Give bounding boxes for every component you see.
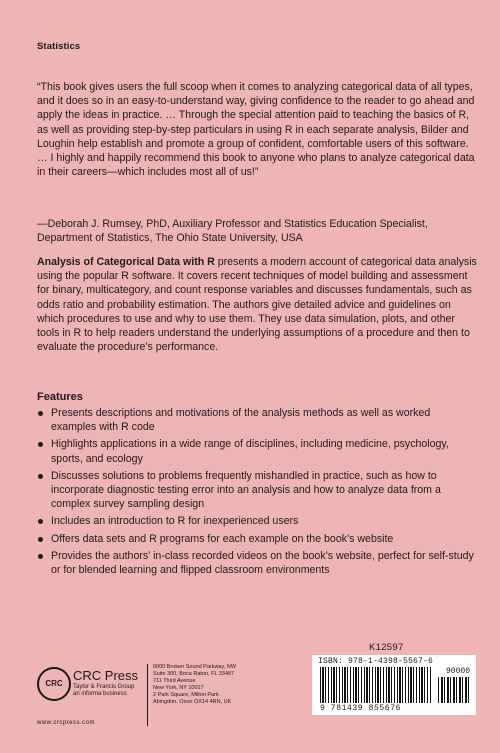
publisher-url: www.crcpress.com xyxy=(37,720,96,726)
publisher-addresses: 6000 Broken Sound Parkway, NW Suite 300, Boca Raton, FL 33487 711 Third Avenue New York, NY 10017 2 Park Square, Milton Park Abingdon, Oxon OX14 4RN, UK xyxy=(153,664,237,705)
description-text: presents a modern account of categorical data analysis using the popular R software. It covers recent techniques of model building and assessment for binary, multicategory, and count response variables and discusses fundamentals, such as odds ratio and probability estimation. The authors give detailed advice and guidelines on which procedures to use and why to use them. They use data simulation, plots, and other tools in R to help readers understand the underlying assumptions of a procedure and then to evaluate the procedure’s performance. xyxy=(37,256,477,354)
barcode-bars xyxy=(320,667,432,703)
bullet-icon xyxy=(38,442,43,447)
publisher-name: CRC Press xyxy=(73,668,139,683)
divider xyxy=(147,664,148,726)
book-title: Analysis of Categorical Data with R xyxy=(37,256,215,268)
endorsement-attribution: —Deborah J. Rumsey, PhD, Auxiliary Professor and Statistics Education Specialist, Department of Statistics, The Ohio State University, USA xyxy=(37,218,428,245)
category-label: Statistics xyxy=(37,41,81,52)
bullet-icon xyxy=(38,519,43,524)
isbn-text: ISBN: 978-1-4398-5567-6 xyxy=(318,657,434,666)
features-list xyxy=(37,406,477,580)
barcode-digits: 9 781439 855676 xyxy=(320,704,402,713)
bullet-icon xyxy=(38,411,43,416)
book-description xyxy=(37,255,477,354)
feature-item: Discusses solutions to problems frequently mishandled in practice, such as how to incorporate diagnostic testing error into an analysis and how to analyze data from a complex survey sampling design xyxy=(37,469,477,512)
isbn-barcode xyxy=(312,655,476,715)
barcode-addon-code: 90000 xyxy=(445,667,470,676)
catalog-number: K12597 xyxy=(369,642,404,653)
feature-item: Offers data sets and R programs for each example on the book’s website xyxy=(37,532,477,546)
feature-item: Includes an introduction to R for inexperienced users xyxy=(37,514,477,528)
bullet-icon xyxy=(38,554,43,559)
barcode-addon-bars xyxy=(438,677,470,703)
feature-item: Presents descriptions and motivations of the analysis methods as well as worked examples with R code xyxy=(37,406,477,434)
crc-logo-icon: CRC xyxy=(37,667,71,701)
publisher-block xyxy=(37,662,297,732)
feature-item: Provides the authors’ in-class recorded videos on the book’s website, perfect for self-study or for blended learning and flipped classroom environments xyxy=(37,549,477,577)
publisher-group: Taylor & Francis Group an informa business xyxy=(73,684,135,697)
feature-item: Highlights applications in a wide range of disciplines, including medicine, psychology, sports, and ecology xyxy=(37,437,477,465)
bullet-icon xyxy=(38,474,43,479)
endorsement-quote: “This book gives users the full scoop when it comes to analyzing categorical data of all types, and it does so in an easy-to-understand way, giving confidence to the reader to go ahead and apply the ideas in practice. … Through the special attention paid to teaching the basics of R, as well as providing step-by-step particulars in using R in each separate analysis, Bilder and Loughin help establish and promote a group of confident, comfortable users of this software. … I highly and happily recommend this book to anyone who plans to analyze categorical data in their careers—which includes most all of us!” xyxy=(37,81,475,179)
features-heading: Features xyxy=(37,391,83,403)
bullet-icon xyxy=(38,537,43,542)
